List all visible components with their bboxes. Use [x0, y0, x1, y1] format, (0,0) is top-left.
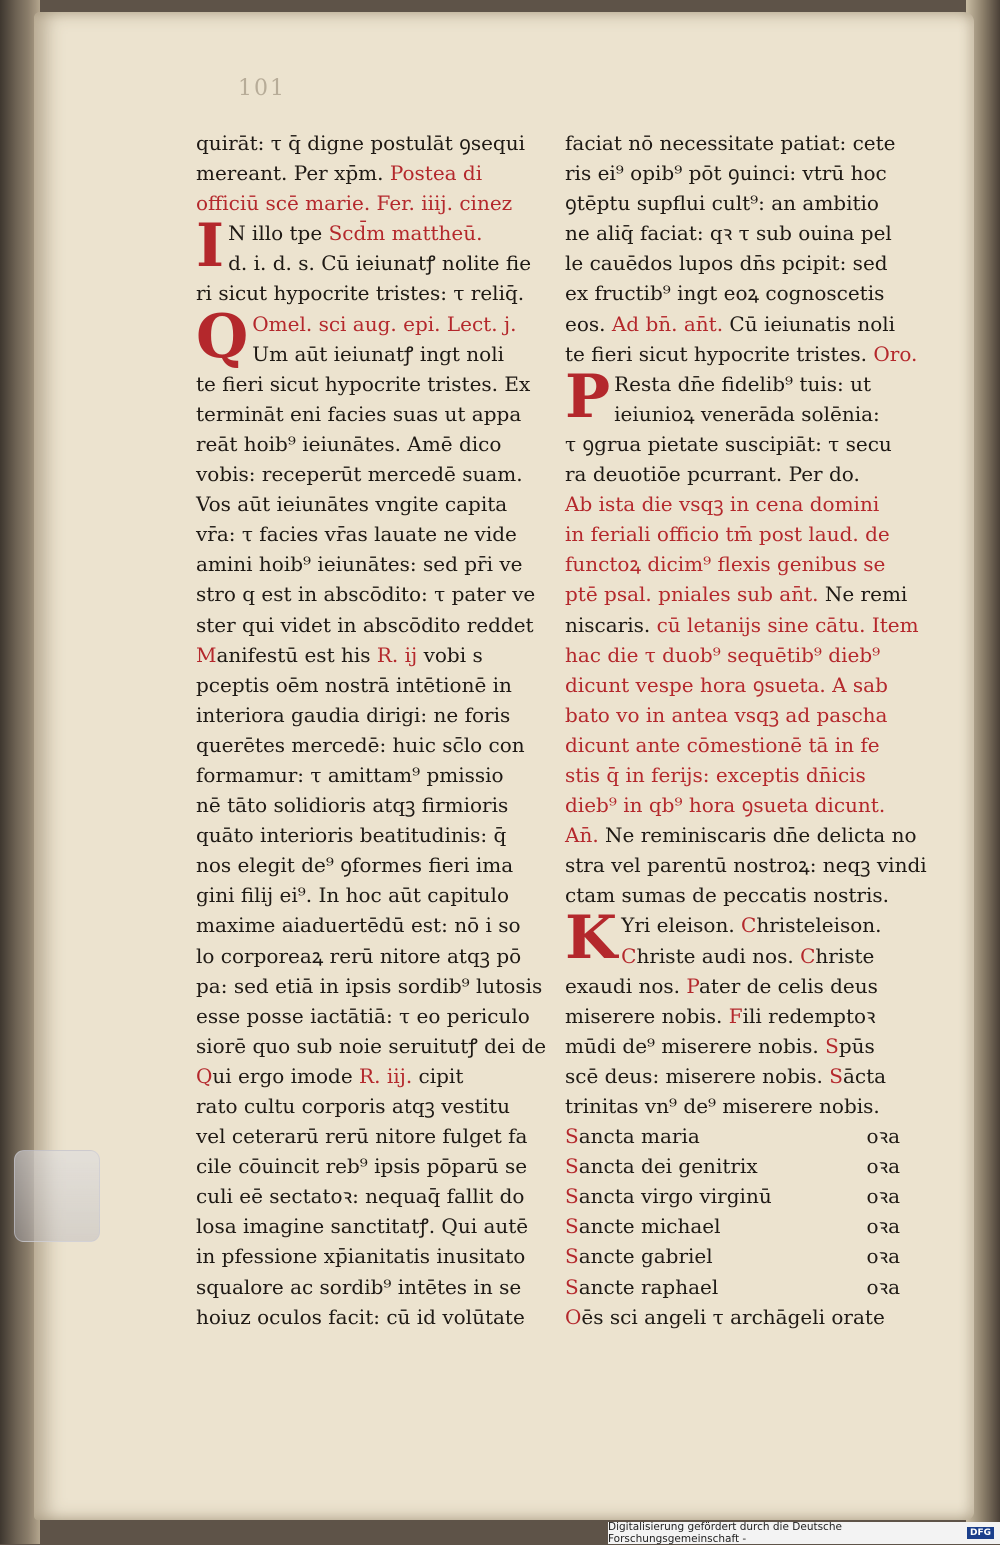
rubric-text: An̄. [565, 823, 606, 848]
drop-capital: I [196, 211, 225, 282]
rubric-text: C [800, 943, 816, 968]
text-line [565, 399, 910, 429]
footer-credit-bar [608, 1522, 1000, 1544]
body-text: niscaris. [565, 612, 657, 637]
text-line [196, 339, 556, 369]
body-text: ra deuotiōe pcurrant. Per do. [565, 462, 860, 487]
text-line [196, 760, 556, 790]
body-text: ster qui videt in abscōdito reddet [196, 612, 534, 637]
text-line [565, 730, 910, 760]
body-text: ācta [842, 1063, 887, 1088]
body-text: nē tāto solidioris atqꝫ firmioris [196, 793, 509, 818]
text-line [565, 278, 910, 308]
text-line [196, 790, 556, 820]
text-line [196, 579, 556, 609]
body-text: hoiuz oculos facit: cū id volūtate [196, 1304, 525, 1329]
litany-name: ancta maria [578, 1124, 700, 1149]
body-text: scē deus: miserere nobis. [565, 1063, 830, 1088]
body-text: losa imagine sanctitatꝭ. Qui autē [196, 1214, 529, 1239]
drop-capital: Q [196, 301, 249, 372]
body-text: d. i. d. s. Cū ieiunatꝭ nolite fie [228, 251, 532, 276]
body-text: mūdi de⁹ miserere nobis. [565, 1033, 826, 1058]
body-text: termināt eni facies suas ut appa [196, 401, 522, 426]
text-line [196, 1211, 556, 1241]
text-line [196, 278, 556, 308]
litany-name: ancte gabriel [578, 1244, 713, 1269]
body-text: Resta dn̄e fidelib⁹ tuis: ut [614, 371, 872, 396]
right-text-column [565, 128, 927, 1332]
body-text: ater de celis deus [698, 973, 878, 998]
litany-line [565, 1302, 910, 1332]
left-text-column [196, 128, 556, 1332]
litany-name: ancte raphael [578, 1274, 719, 1299]
rubric-text: Ad bn̄. an̄t. [611, 311, 724, 336]
rubric-text: Q [196, 1063, 213, 1088]
text-line [196, 1031, 556, 1061]
rubric-text: Ab ista die vsqꝫ in cena domini [565, 492, 880, 517]
rubric-text: bato vo in antea vsqꝫ ad pascha [565, 702, 888, 727]
text-line [565, 610, 919, 640]
dfg-logo-icon: DFG [967, 1527, 994, 1539]
text-line [196, 700, 556, 730]
body-text: reāt hoib⁹ ieiunātes. Amē dico [196, 431, 502, 456]
body-text: esse posse iactātiā: τ eo periculo [196, 1003, 530, 1028]
text-line [565, 1061, 910, 1091]
rubric-initial: O [565, 1304, 582, 1329]
body-text: vr̄a: τ facies vr̄as lauate ne vide [196, 522, 517, 547]
text-line [565, 1091, 910, 1121]
rubric-text: M [196, 642, 217, 667]
text-line [565, 188, 910, 218]
text-line [196, 399, 556, 429]
body-text: squalore ac sordib⁹ intētes in se [196, 1274, 522, 1299]
body-text: maxime aiaduertēdū est: nō i so [196, 913, 521, 938]
text-line [196, 730, 556, 760]
rubric-initial: S [565, 1154, 579, 1179]
text-line [565, 971, 910, 1001]
body-text: cipit [412, 1063, 464, 1088]
litany-response: oꝛa [866, 1274, 900, 1299]
rubric-text: dicunt vespe hora ꝯsueta. A sab [565, 672, 888, 697]
litany-response: oꝛa [866, 1124, 900, 1149]
body-text: lo corporeaꝝ rerū nitore atqꝫ pō [196, 943, 522, 968]
rubric-text: in feriali officio tm̄ post laud. de [565, 522, 890, 547]
litany-response: oꝛa [866, 1214, 900, 1239]
rubric-text: R. ij [376, 642, 418, 667]
rubric-text: Oro. [873, 341, 918, 366]
body-text: in pfessione xp̄ianitatis inusitato [196, 1244, 526, 1269]
text-line [565, 790, 910, 820]
body-text: faciat nō necessitate patiat: cete [565, 131, 896, 155]
rubric-text: ptē psal. pniales sub an̄t. [565, 582, 825, 607]
body-text: stro q est in abscōdito: τ pater ve [196, 582, 536, 607]
text-line [565, 820, 917, 850]
body-text: stra vel parentū nostroꝝ: neqꝫ vindi [565, 853, 927, 878]
litany-line [565, 1272, 910, 1302]
body-text: querētes mercedē: huic sc̄lo con [196, 732, 525, 757]
body-text: ili redemptoꝛ [742, 1003, 876, 1028]
body-text: te fieri sicut hypocrite tristes. [565, 341, 874, 366]
body-text: ctam sumas de peccatis nostris. [565, 883, 889, 908]
litany-response: oꝛa [866, 1244, 900, 1269]
litany-name: ēs sci angeli τ archāgeli orate [581, 1304, 885, 1329]
rubric-initial: S [565, 1274, 579, 1299]
body-text: te fieri sicut hypocrite tristes. Ex [196, 371, 531, 396]
text-line [196, 519, 556, 549]
drop-capital: K [565, 903, 618, 974]
litany-name: ancta dei genitrix [578, 1154, 758, 1179]
rubric-text: hac die τ duob⁹ sequētib⁹ dieb⁹ [565, 642, 881, 667]
body-text: ri sicut hypocrite tristes: τ reliq̄. [196, 281, 525, 306]
text-line [565, 850, 927, 880]
body-text: ui ergo imode [212, 1063, 360, 1088]
text-line [565, 248, 910, 278]
rubric-text: C [741, 913, 757, 938]
text-line [196, 489, 556, 519]
rubric-text: R. iij. [359, 1063, 413, 1088]
text-line [196, 1091, 556, 1121]
text-line [196, 549, 556, 579]
body-text: quāto interioris beatitudinis: q̄ [196, 823, 507, 848]
text-line [196, 1241, 556, 1271]
rubric-initial: S [565, 1124, 579, 1149]
text-line [196, 459, 556, 489]
text-line [196, 1302, 556, 1332]
text-line [565, 309, 910, 339]
body-text: pūs [838, 1033, 875, 1058]
text-line [565, 429, 910, 459]
rubric-text: officiū scē marie. Fer. iiij. cinez [196, 191, 513, 216]
body-text: vobi s [417, 642, 483, 667]
body-text: ieiunioꝝ venerāda solēnia: [614, 401, 880, 426]
rubric-text: Postea di [389, 161, 483, 186]
litany-name: ancta virgo virginū [578, 1184, 772, 1209]
text-line [196, 1061, 556, 1091]
litany-response: oꝛa [866, 1184, 900, 1209]
folio-number: 101 [238, 76, 286, 101]
body-text: pceptis oēm nostrā intētionē in [196, 672, 512, 697]
footer-text: Digitalisierung gefördert durch die Deutsche Forschungsgemeinschaft - [608, 1521, 842, 1545]
body-text: quirāt: τ q̄ digne postulāt ꝯsequi [196, 131, 526, 155]
text-line [196, 369, 556, 399]
litany-response: oꝛa [866, 1154, 900, 1179]
rubric-text: C [621, 943, 637, 968]
body-text: anifestū est his [216, 642, 377, 667]
rubric-text: P [686, 973, 699, 998]
rubric-text: dicunt ante cōmestionē tā in fe [565, 732, 880, 757]
text-line [565, 339, 918, 369]
body-text: trinitas vn⁹ de⁹ miserere nobis. [565, 1094, 880, 1118]
text-line [565, 1031, 910, 1061]
body-text: τ ꝯgrua pietate suscipiāt: τ secu [565, 431, 892, 456]
rubric-text: F [728, 1003, 743, 1028]
text-line [196, 1181, 556, 1211]
text-line [196, 429, 556, 459]
text-line [565, 640, 910, 670]
body-text: vobis: receperūt mercedē suam. [196, 462, 523, 487]
text-line [565, 519, 910, 549]
body-text: amini hoib⁹ ieiunātes: sed pr̄i ve [196, 552, 523, 577]
body-text: mereant. Per xp̄m. [196, 161, 390, 186]
text-line [196, 158, 556, 188]
text-line [565, 489, 910, 519]
body-text: Yri eleison. [621, 913, 742, 938]
litany-line [565, 1181, 910, 1211]
litany-name: ancte michael [578, 1214, 721, 1239]
text-line [565, 579, 910, 609]
text-line [196, 910, 556, 940]
litany-line [565, 1211, 910, 1241]
rubric-initial: S [565, 1214, 579, 1239]
text-line [196, 248, 556, 278]
rubric-text: functoꝝ dicim⁹ flexis genibus se [565, 552, 886, 577]
drop-capital: P [565, 361, 611, 432]
body-text: le cauēdos lupos dn̄s pcipit: sed [565, 251, 888, 276]
text-line [565, 218, 910, 248]
body-text: ris ei⁹ opib⁹ pōt ꝯuinci: vtrū hoc [565, 161, 887, 186]
body-text: N illo tpe [228, 221, 329, 246]
rubric-initial: S [565, 1184, 579, 1209]
body-text: ne aliq̄ faciat: qꝛ τ sub ouina pel [565, 221, 892, 246]
body-text: interiora gaudia dirigi: ne foris [196, 702, 511, 727]
rubric-text: S [829, 1063, 843, 1088]
text-line [196, 610, 556, 640]
body-text: exaudi nos. [565, 973, 687, 998]
text-line [565, 760, 910, 790]
text-line [196, 850, 556, 880]
body-text: Vos aūt ieiunātes vngite capita [196, 492, 508, 517]
text-line [565, 1001, 910, 1031]
text-line [196, 971, 556, 1001]
rubric-text: Scd̄m mattheū. [328, 221, 483, 246]
litany-line [565, 1241, 910, 1271]
body-text: vel ceterarū rerū nitore fulget fa [196, 1124, 528, 1149]
rubric-text: Omel. sci aug. epi. Lect. j. [252, 311, 517, 336]
body-text: siorē quo sub noie seruitutꝭ dei de [196, 1033, 547, 1058]
body-text: gini filij ei⁹. In hoc aūt capitulo [196, 883, 509, 908]
body-text: pa: sed etiā in ipsis sordib⁹ lutosis [196, 973, 543, 998]
text-line [565, 459, 910, 489]
body-text: hriste [815, 943, 875, 968]
page-clip [14, 1150, 100, 1242]
body-text: miserere nobis. [565, 1003, 729, 1028]
body-text: ꝯtēptu supflui cult⁹: an ambitio [565, 191, 879, 216]
rubric-text: cū letanijs sine cātu. Item [656, 612, 919, 637]
text-line [565, 128, 910, 158]
body-text: eos. [565, 311, 612, 336]
text-line [565, 158, 910, 188]
text-line [565, 880, 910, 910]
rubric-text: S [825, 1033, 839, 1058]
text-line [565, 700, 910, 730]
text-line [196, 128, 556, 158]
body-text: cile cōuincit reb⁹ ipsis pōparū se [196, 1154, 528, 1179]
body-text: Ne reminiscaris dn̄e delicta no [605, 823, 917, 848]
body-text: Cū ieiunatis noli [723, 311, 896, 336]
text-line [196, 1121, 556, 1151]
text-line [196, 1151, 556, 1181]
body-text: formamur: τ amittam⁹ pmissio [196, 762, 504, 787]
text-line [196, 941, 556, 971]
body-text: nos elegit de⁹ ꝯformes fieri ima [196, 853, 514, 878]
text-line [196, 670, 556, 700]
rubric-text: dieb⁹ in qb⁹ hora ꝯsueta dicunt. [565, 793, 886, 818]
text-line [196, 640, 556, 670]
text-line [565, 670, 910, 700]
body-text: Ne remi [824, 582, 908, 607]
rubric-initial: S [565, 1244, 579, 1269]
body-text: ex fructib⁹ ingt eoꝝ cognoscetis [565, 281, 885, 306]
text-line [196, 820, 556, 850]
body-text: hriste audi nos. [636, 943, 801, 968]
body-text: hristeleison. [756, 913, 882, 938]
litany-line [565, 1151, 910, 1181]
body-text: culi eē sectatoꝛ: nequaq̄ fallit do [196, 1184, 525, 1209]
litany-line [565, 1121, 910, 1151]
text-line [565, 549, 910, 579]
text-line [196, 880, 556, 910]
body-text: Um aūt ieiunatꝭ ingt noli [252, 341, 505, 366]
rubric-text: stis q̄ in ferijs: exceptis dn̄icis [565, 762, 866, 787]
body-text: rato cultu corporis atqꝫ vestitu [196, 1094, 510, 1118]
text-line [196, 188, 556, 218]
text-line [196, 1272, 556, 1302]
text-line [196, 1001, 556, 1031]
